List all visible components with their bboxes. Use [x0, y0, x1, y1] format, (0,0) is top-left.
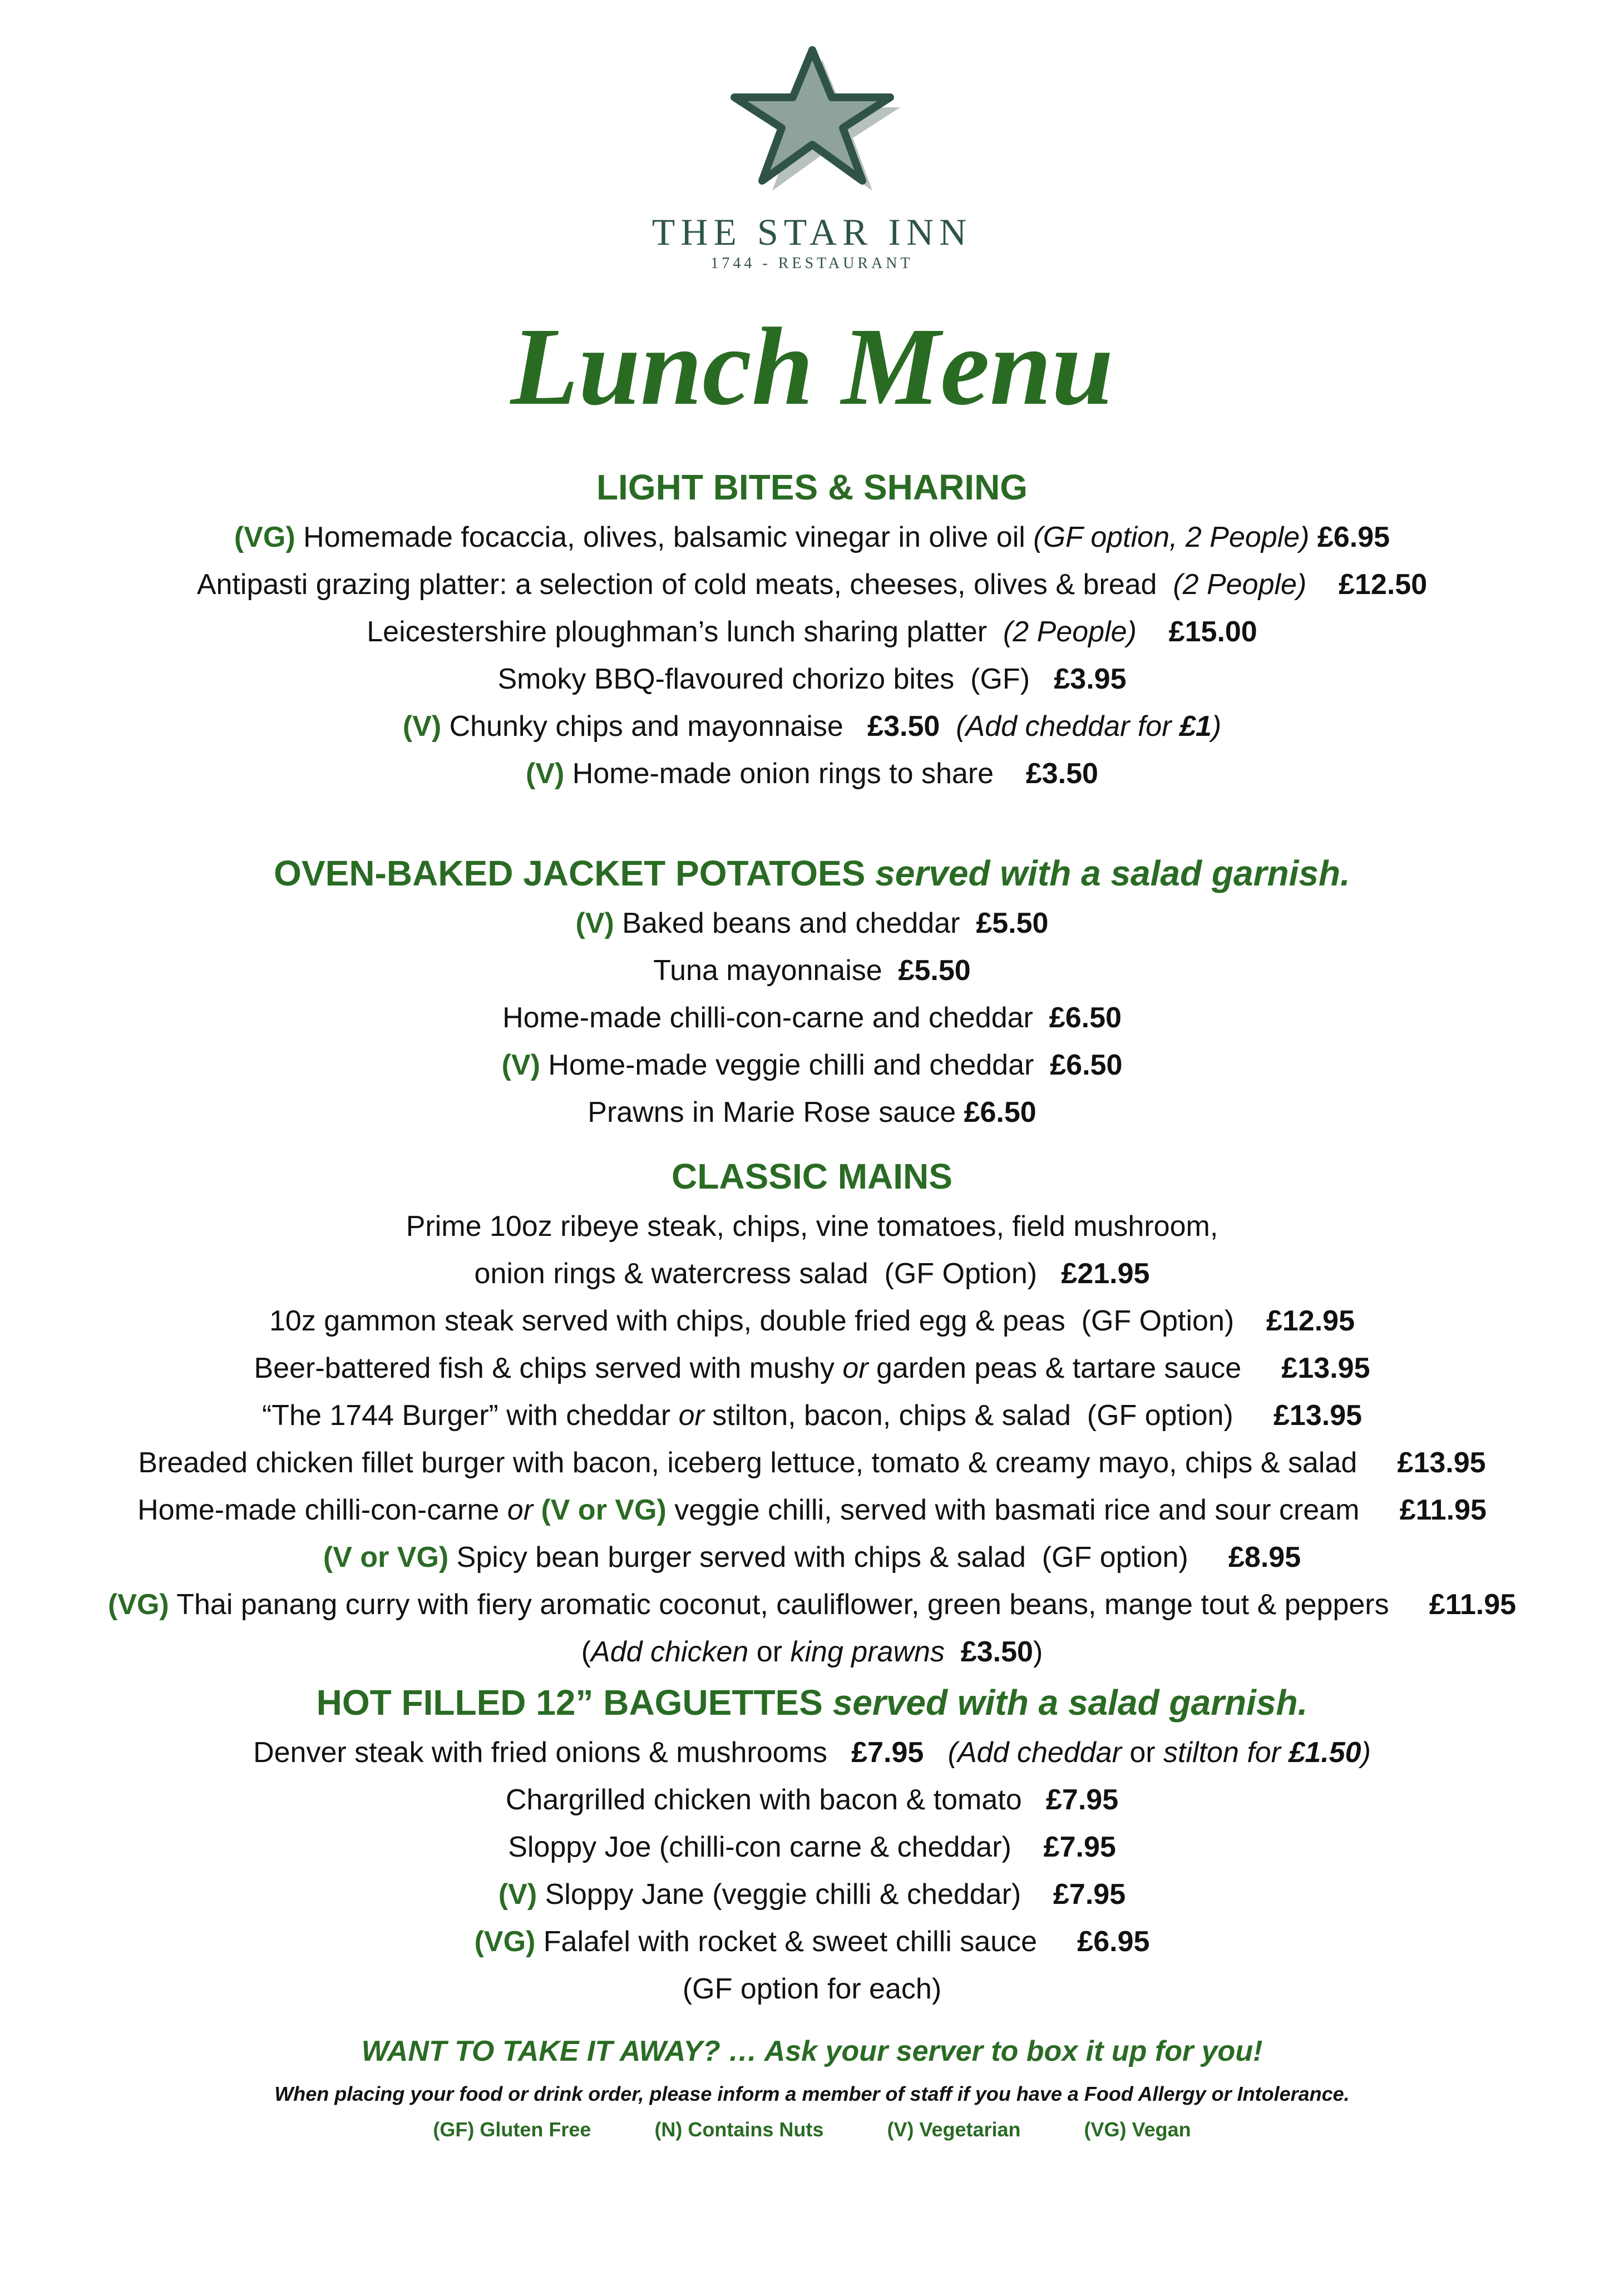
item-note: stilton for	[1163, 1736, 1289, 1769]
page-title: Lunch Menu	[510, 305, 1114, 428]
item-text: Antipasti grazing platter: a selection of cold meats, cheeses, olives & bread	[196, 568, 1173, 601]
item-text: Home-made chilli-con-carne and cheddar	[502, 1002, 1049, 1034]
item-price: £13.95	[1281, 1352, 1370, 1384]
gf-note: (GF option for each)	[682, 1973, 942, 2005]
item-text: Smoky BBQ-flavoured chorizo bites (GF)	[497, 663, 1054, 695]
section-heading-classic-mains: CLASSIC MAINS	[672, 1156, 952, 1196]
item-price: £13.95	[1397, 1447, 1486, 1479]
item-text: Chargrilled chicken with bacon & tomato	[505, 1784, 1046, 1816]
legend-vegan: (VG) Vegan	[1084, 2118, 1191, 2141]
diet-tag: (V)	[575, 907, 614, 939]
section-heading-light-bites: LIGHT BITES & SHARING	[596, 467, 1028, 507]
item-note: (Add cheddar for	[940, 710, 1179, 743]
menu-item	[33, 1345, 1591, 1392]
brand-name: THE STAR INN	[651, 211, 973, 253]
item-price: £7.95	[1046, 1784, 1119, 1816]
menu-item	[33, 656, 1591, 703]
item-text: “The 1744 Burger” with cheddar	[261, 1399, 679, 1432]
item-price: £8.95	[1228, 1541, 1301, 1573]
item-price: £11.95	[1429, 1589, 1517, 1621]
item-text: Prawns in Marie Rose sauce	[588, 1096, 964, 1129]
heading-subtext: served with a salad garnish.	[822, 1683, 1308, 1723]
item-price: £3.95	[1054, 663, 1127, 695]
addon-price: £3.50	[944, 1636, 1033, 1668]
item-text: Falafel with rocket & sweet chilli sauce	[535, 1926, 1078, 1958]
menu-item	[33, 1777, 1591, 1824]
item-price: £7.95	[1053, 1878, 1126, 1911]
item-note: (Add cheddar	[924, 1736, 1122, 1769]
menu-content	[33, 461, 1591, 2147]
menu-item: Prime 10oz ribeye steak, chips, vine tomatoes, field mushroom,	[406, 1210, 1218, 1243]
item-price: £5.50	[976, 907, 1049, 939]
item-price: £5.50	[898, 954, 971, 987]
heading-subtext: served with a salad garnish.	[865, 853, 1350, 893]
item-text: Tuna mayonnaise	[653, 954, 899, 987]
diet-tag: (V)	[498, 1878, 537, 1911]
menu-item	[33, 947, 1591, 994]
menu-item	[33, 1581, 1591, 1629]
menu-item	[33, 514, 1591, 561]
menu-item	[33, 1250, 1591, 1298]
menu-item	[33, 1824, 1591, 1871]
item-note: (2 People)	[1173, 568, 1307, 601]
addon-chicken: Add chicken	[591, 1636, 749, 1668]
item-note: (GF option, 2 People)	[1033, 521, 1310, 553]
item-text: onion rings & watercress salad (GF Option)	[474, 1258, 1062, 1290]
heading-text: OVEN-BAKED JACKET POTATOES	[274, 853, 866, 893]
item-price: £13.95	[1273, 1399, 1363, 1432]
menu-item	[33, 994, 1591, 1042]
legend-vegetarian: (V) Vegetarian	[887, 2118, 1021, 2141]
item-price: £6.50	[964, 1096, 1036, 1129]
item-note: (2 People)	[1003, 616, 1137, 648]
diet-tag: (V)	[402, 710, 442, 743]
diet-legend	[33, 2112, 1591, 2147]
item-or: or	[842, 1352, 868, 1384]
item-text: stilton, bacon, chips & salad (GF option)	[704, 1399, 1273, 1432]
diet-tag: (VG)	[474, 1926, 536, 1958]
item-note-price: £1	[1179, 710, 1212, 743]
menu-item	[33, 1298, 1591, 1345]
item-price: £6.95	[1077, 1926, 1150, 1958]
menu-item	[33, 1534, 1591, 1581]
item-price: £7.95	[851, 1736, 924, 1769]
brand-subtitle: 1744 - RESTAURANT	[710, 255, 914, 272]
item-text: Baked beans and cheddar	[614, 907, 976, 939]
addon-prawns: king prawns	[790, 1636, 945, 1668]
diet-tag: (V or VG)	[323, 1541, 449, 1573]
menu-addon: (Add chicken or king prawns £3.50)	[581, 1636, 1043, 1668]
menu-item	[33, 561, 1591, 608]
item-text: 10z gammon steak served with chips, double fried egg & peas (GF Option)	[269, 1305, 1266, 1337]
item-text: Homemade focaccia, olives, balsamic vinegar in olive oil	[295, 521, 1034, 553]
item-price: £6.50	[1049, 1002, 1122, 1034]
item-price: £6.95	[1309, 521, 1390, 553]
item-or: or	[507, 1494, 534, 1526]
item-note-close: )	[1211, 710, 1222, 743]
menu-item	[33, 1392, 1591, 1439]
legend-gluten-free: (GF) Gluten Free	[433, 2118, 591, 2141]
menu-item	[33, 1439, 1591, 1487]
menu-item	[33, 1918, 1591, 1966]
item-text: garden peas & tartare sauce	[868, 1352, 1282, 1384]
menu-item	[33, 1487, 1591, 1534]
diet-tag: (VG)	[234, 521, 295, 553]
menu-item	[33, 1871, 1591, 1918]
allergy-note: When placing your food or drink order, please inform a member of staff if you have a Food Allergy or Intolerance.	[274, 2082, 1350, 2105]
item-price: £12.50	[1306, 568, 1428, 601]
item-or: or	[678, 1399, 704, 1432]
item-price: £15.00	[1136, 616, 1257, 648]
menu-item	[33, 900, 1591, 947]
diet-tag: (VG)	[107, 1589, 169, 1621]
diet-tag: (V)	[526, 758, 565, 790]
item-text: Leicestershire ploughman’s lunch sharing platter	[367, 616, 1003, 648]
item-text: Chunky chips and mayonnaise	[441, 710, 868, 743]
legend-contains-nuts: (N) Contains Nuts	[654, 2118, 824, 2141]
section-heading-jacket-potatoes	[33, 847, 1591, 900]
item-price: £3.50	[867, 710, 940, 743]
menu-item: Denver steak with fried onions & mushrooms £7.95 (Add cheddar or stilton for £1.50)	[253, 1736, 1371, 1769]
item-text: Home-made chilli-con-carne	[137, 1494, 507, 1526]
menu-item	[33, 1089, 1591, 1136]
menu-item	[33, 703, 1591, 750]
item-text: Denver steak with fried onions & mushrooms	[253, 1736, 852, 1769]
item-price: £3.50	[1025, 758, 1098, 790]
item-text: Beer-battered fish & chips served with mushy	[254, 1352, 843, 1384]
item-price: £6.50	[1050, 1049, 1123, 1081]
heading-text: HOT FILLED 12” BAGUETTES	[316, 1683, 823, 1723]
logo	[0, 44, 1624, 211]
item-text: Breaded chicken fillet burger with bacon, iceberg lettuce, tomato & creamy mayo, chips & salad	[138, 1447, 1398, 1479]
item-note-price: £1.50	[1289, 1736, 1361, 1769]
item-price: £21.95	[1061, 1258, 1150, 1290]
takeaway-note: WANT TO TAKE IT AWAY? … Ask your server to box it up for you!	[361, 2035, 1263, 2067]
item-text: Home-made onion rings to share	[564, 758, 1026, 790]
item-text: Thai panang curry with fiery aromatic coconut, cauliflower, green beans, mange tout & peppers	[169, 1589, 1429, 1621]
item-price: £12.95	[1266, 1305, 1355, 1337]
star-logo-icon	[723, 44, 901, 211]
item-text: Spicy bean burger served with chips & salad (GF option)	[448, 1541, 1228, 1573]
item-price: £7.95	[1043, 1831, 1116, 1863]
menu-item	[33, 608, 1591, 656]
item-price: £11.95	[1399, 1494, 1487, 1526]
item-text: Sloppy Jane (veggie chilli & cheddar)	[537, 1878, 1053, 1911]
menu-item	[33, 750, 1591, 798]
item-text: Home-made veggie chilli and cheddar	[540, 1049, 1050, 1081]
diet-tag: (V or VG)	[533, 1494, 667, 1526]
diet-tag: (V)	[501, 1049, 540, 1081]
item-text: Sloppy Joe (chilli-con carne & cheddar)	[508, 1831, 1044, 1863]
item-text: veggie chilli, served with basmati rice and sour cream	[666, 1494, 1400, 1526]
section-heading-baguettes	[33, 1676, 1591, 1729]
menu-item	[33, 1042, 1591, 1089]
